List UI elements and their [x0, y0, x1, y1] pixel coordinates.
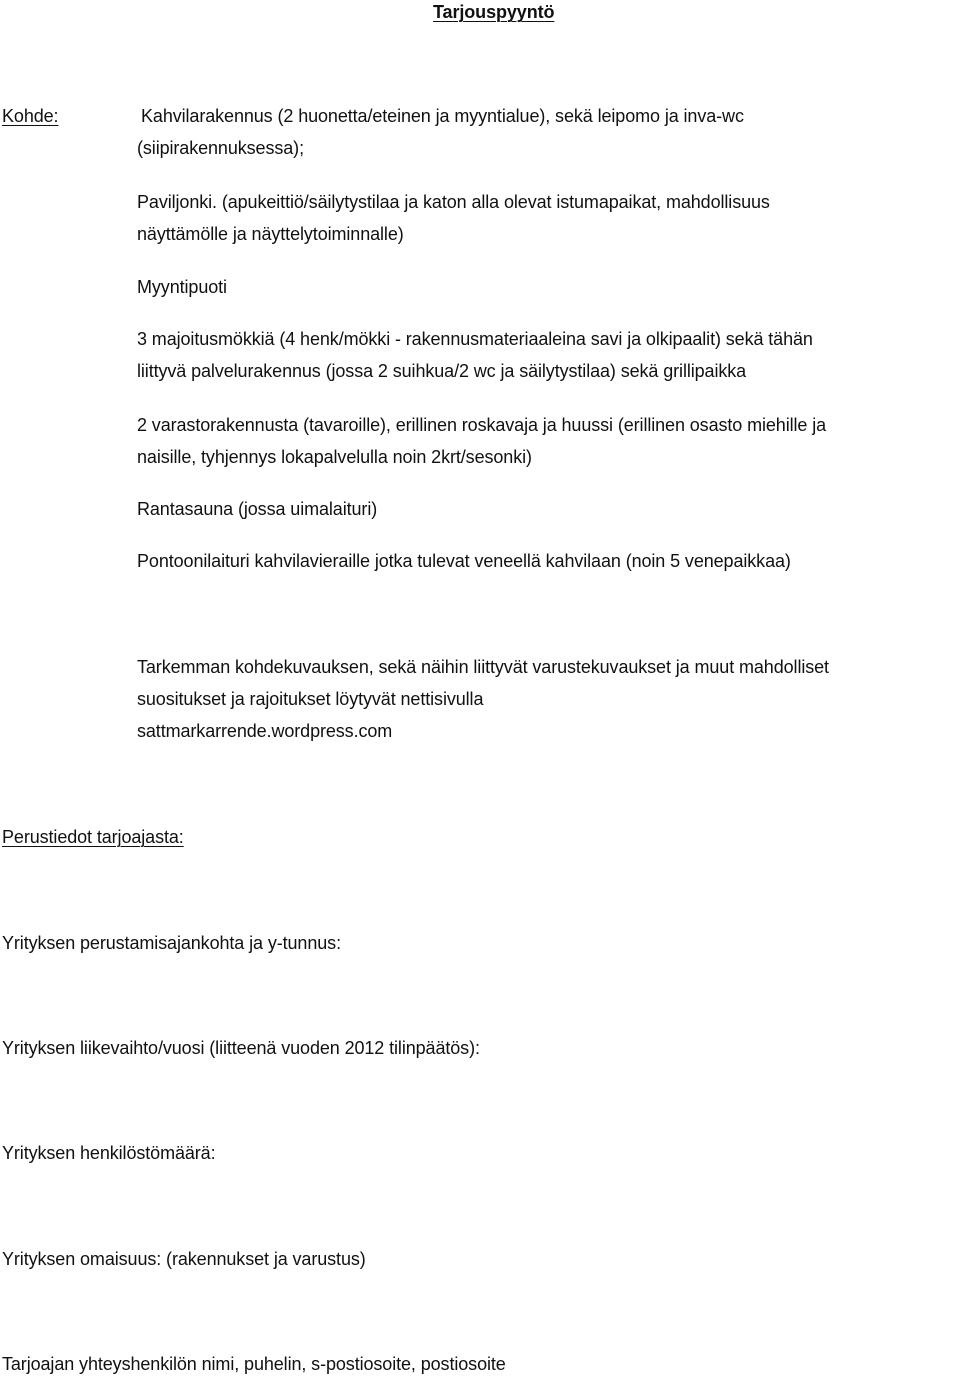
kohde-line: Paviljonki. (apukeittiö/säilytystilaa ja katon alla olevat istumapaikat, mahdollisuus [137, 192, 770, 212]
kohde-label: Kohde: [2, 106, 59, 126]
website-link-text: sattmarkarrende.wordpress.com [137, 721, 393, 741]
perustiedot-heading: Perustiedot tarjoajasta: [2, 827, 184, 847]
document-title: Tarjouspyyntö [433, 2, 555, 22]
form-field-label: Yrityksen perustamisajankohta ja y-tunnus: [2, 933, 341, 953]
form-field-label: Yrityksen omaisuus: (rakennukset ja varustus) [2, 1249, 366, 1269]
kohde-line: liittyvä palvelurakennus (jossa 2 suihkua/2 wc ja säilytystilaa) sekä grillipaikka [137, 361, 747, 381]
kohde-line: Tarkemman kohdekuvauksen, sekä näihin liittyvät varustekuvaukset ja muut mahdolliset [137, 657, 829, 677]
kohde-line: näyttämölle ja näyttelytoiminnalle) [137, 224, 404, 244]
kohde-line: Pontoonilaituri kahvilavieraille jotka tulevat veneellä kahvilaan (noin 5 venepaikkaa) [137, 551, 791, 571]
kohde-line: (siipirakennuksessa); [137, 138, 304, 158]
kohde-line: Rantasauna (jossa uimalaituri) [137, 499, 378, 519]
form-field-label: Tarjoajan yhteyshenkilön nimi, puhelin, s-postiosoite, postiosoite [2, 1354, 506, 1374]
kohde-line: naisille, tyhjennys lokapalvelulla noin 2krt/sesonki) [137, 447, 532, 467]
form-field-label: Yrityksen henkilöstömäärä: [2, 1143, 216, 1163]
kohde-line: suositukset ja rajoitukset löytyvät nettisivulla [137, 689, 484, 709]
form-field-label: Yrityksen liikevaihto/vuosi (liitteenä vuoden 2012 tilinpäätös): [2, 1038, 480, 1058]
kohde-line: 2 varastorakennusta (tavaroille), erillinen roskavaja ja huussi (erillinen osasto miehille ja [137, 415, 827, 435]
kohde-line: Myyntipuoti [137, 277, 227, 297]
kohde-line: Kahvilarakennus (2 huonetta/eteinen ja myyntialue), sekä leipomo ja inva-wc [141, 106, 744, 126]
kohde-line: 3 majoitusmökkiä (4 henk/mökki - rakennusmateriaaleina savi ja olkipaalit) sekä tähän [137, 329, 813, 349]
